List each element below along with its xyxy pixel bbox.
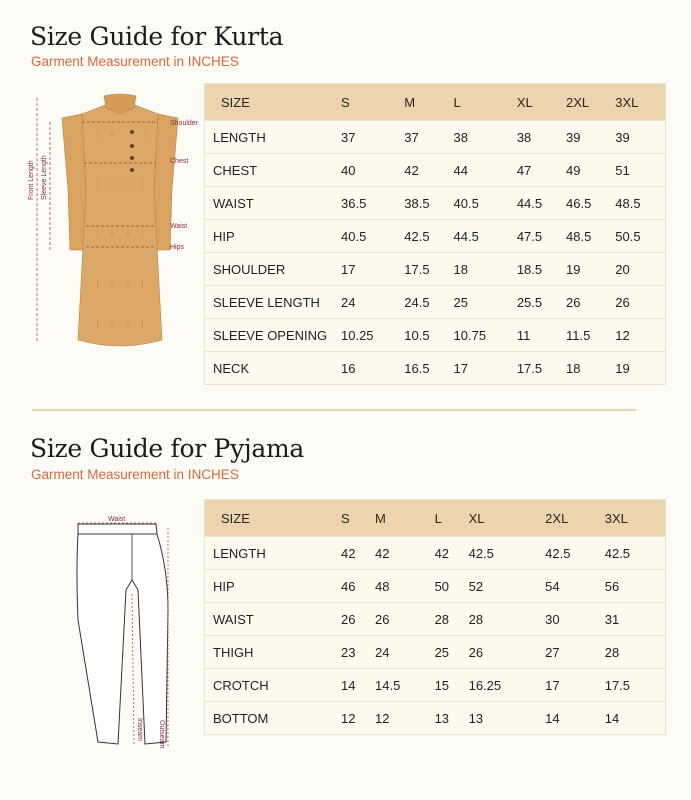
row-label: BOTTOM <box>205 702 342 735</box>
measurement-cell: 39 <box>615 121 665 154</box>
measurement-cell: 24.5 <box>404 286 453 319</box>
measurement-cell: 20 <box>615 253 665 286</box>
measurement-cell: 31 <box>605 603 666 636</box>
kurta-illustration <box>20 90 205 352</box>
row-label: WAIST <box>205 187 342 220</box>
measurement-cell: 44.5 <box>517 187 566 220</box>
measurement-cell: 48.5 <box>615 187 665 220</box>
measurement-cell: 13 <box>435 702 469 735</box>
waist-label: Waist <box>170 223 188 230</box>
measurement-cell: 19 <box>615 352 665 385</box>
measurement-cell: 28 <box>469 603 546 636</box>
measurement-cell: 54 <box>545 570 605 603</box>
table-row <box>205 253 666 286</box>
table-row <box>205 121 666 154</box>
measurement-cell: 51 <box>615 154 665 187</box>
table-row <box>205 702 666 735</box>
row-label: SLEEVE OPENING <box>205 319 342 352</box>
measurement-cell: 18.5 <box>517 253 566 286</box>
measurement-cell: 46.5 <box>566 187 615 220</box>
measurement-cell: 42 <box>375 537 435 570</box>
measurement-cell: 16 <box>341 352 404 385</box>
measurement-cell: 39 <box>566 121 615 154</box>
measurement-cell: 40.5 <box>341 220 404 253</box>
row-label: HIP <box>205 570 342 603</box>
measurement-cell: 42 <box>404 154 453 187</box>
header-size: SIZE <box>221 510 250 526</box>
measurement-cell: 42.5 <box>469 537 546 570</box>
measurement-cell: 42.5 <box>605 537 666 570</box>
measurement-cell: 44 <box>454 154 517 187</box>
measurement-cell: 38.5 <box>404 187 453 220</box>
measurement-cell: 50.5 <box>615 220 665 253</box>
measurement-cell: 16.5 <box>404 352 453 385</box>
outseam-label: Outseam <box>158 720 165 749</box>
measurement-cell: 18 <box>454 253 517 286</box>
row-label: LENGTH <box>205 537 342 570</box>
measurement-cell: 42.5 <box>545 537 605 570</box>
header-xl: XL <box>516 94 533 110</box>
row-label: SLEEVE LENGTH <box>205 286 342 319</box>
kurta-title: Size Guide for Kurta <box>30 22 284 51</box>
row-label: SHOULDER <box>205 253 342 286</box>
measurement-cell: 40 <box>341 154 404 187</box>
measurement-cell: 12 <box>375 702 435 735</box>
measurement-cell: 38 <box>517 121 566 154</box>
measurement-cell: 46 <box>341 570 375 603</box>
table-row <box>205 154 666 187</box>
pyjama-waist-label: Waist <box>108 516 126 523</box>
kurta-size-table <box>204 83 666 385</box>
table-row <box>205 286 666 319</box>
measurement-cell: 30 <box>545 603 605 636</box>
measurement-cell: 14.5 <box>375 669 435 702</box>
measurement-cell: 17.5 <box>517 352 566 385</box>
measurement-cell: 17.5 <box>605 669 666 702</box>
measurement-cell: 13 <box>469 702 546 735</box>
row-label: LENGTH <box>205 121 342 154</box>
hips-label: Hips <box>170 244 185 251</box>
measurement-cell: 26 <box>566 286 615 319</box>
header-m: M <box>375 510 386 526</box>
measurement-cell: 47 <box>517 154 566 187</box>
table-row <box>205 603 666 636</box>
header-s: S <box>341 94 350 110</box>
measurement-cell: 16.25 <box>469 669 546 702</box>
measurement-cell: 48.5 <box>566 220 615 253</box>
row-label: THIGH <box>205 636 342 669</box>
measurement-cell: 48 <box>375 570 435 603</box>
row-label: CROTCH <box>205 669 342 702</box>
table-row <box>205 319 666 352</box>
measurement-cell: 12 <box>615 319 665 352</box>
table-row <box>205 636 666 669</box>
measurement-cell: 18 <box>566 352 615 385</box>
measurement-cell: 11.5 <box>566 319 615 352</box>
measurement-cell: 24 <box>375 636 435 669</box>
row-label: CHEST <box>205 154 342 187</box>
measurement-cell: 23 <box>341 636 375 669</box>
measurement-cell: 36.5 <box>341 187 404 220</box>
row-label: WAIST <box>205 603 342 636</box>
measurement-cell: 28 <box>605 636 666 669</box>
header-3xl: 3XL <box>604 510 628 526</box>
measurement-cell: 37 <box>404 121 453 154</box>
table-row <box>205 669 666 702</box>
measurement-cell: 52 <box>469 570 546 603</box>
measurement-cell: 42 <box>435 537 469 570</box>
measurement-cell: 25.5 <box>517 286 566 319</box>
pyjama-subtitle: Garment Measurement in INCHES <box>31 467 239 482</box>
header-2xl: 2XL <box>545 510 569 526</box>
measurement-cell: 26 <box>469 636 546 669</box>
measurement-cell: 56 <box>605 570 666 603</box>
header-3xl: 3XL <box>615 94 639 110</box>
row-label: HIP <box>205 220 342 253</box>
measurement-cell: 10.25 <box>341 319 404 352</box>
measurement-cell: 44.5 <box>454 220 517 253</box>
measurement-cell: 42.5 <box>404 220 453 253</box>
inseam-label: Inseam <box>136 718 143 741</box>
measurement-cell: 14 <box>605 702 666 735</box>
measurement-cell: 17 <box>454 352 517 385</box>
kurta-subtitle: Garment Measurement in INCHES <box>31 54 239 69</box>
measurement-cell: 37 <box>341 121 404 154</box>
pyjama-title: Size Guide for Pyjama <box>30 434 304 463</box>
measurement-cell: 10.75 <box>454 319 517 352</box>
measurement-cell: 47.5 <box>517 220 566 253</box>
measurement-cell: 25 <box>454 286 517 319</box>
header-l: L <box>453 94 461 110</box>
measurement-cell: 26 <box>375 603 435 636</box>
header-xl: XL <box>468 510 485 526</box>
measurement-cell: 11 <box>517 319 566 352</box>
row-label: NECK <box>205 352 342 385</box>
measurement-cell: 50 <box>435 570 469 603</box>
measurement-cell: 25 <box>435 636 469 669</box>
table-header-row <box>205 84 666 121</box>
table-row <box>205 352 666 385</box>
header-size: SIZE <box>221 94 250 110</box>
pyjama-size-table <box>204 499 666 735</box>
measurement-cell: 14 <box>341 669 375 702</box>
measurement-cell: 49 <box>566 154 615 187</box>
measurement-cell: 40.5 <box>454 187 517 220</box>
measurement-cell: 19 <box>566 253 615 286</box>
measurement-cell: 17 <box>341 253 404 286</box>
header-l: L <box>434 510 442 526</box>
measurement-cell: 38 <box>454 121 517 154</box>
table-row <box>205 220 666 253</box>
sleeve-length-label: Sleeve Length <box>41 155 48 200</box>
header-s: S <box>341 510 350 526</box>
chest-label: Chest <box>170 158 189 165</box>
measurement-cell: 24 <box>341 286 404 319</box>
pyjama-illustration <box>60 510 170 755</box>
shoulder-label: Shoulder <box>170 120 199 127</box>
measurement-cell: 15 <box>435 669 469 702</box>
measurement-cell: 10.5 <box>404 319 453 352</box>
table-row <box>205 537 666 570</box>
measurement-cell: 14 <box>545 702 605 735</box>
table-header-row <box>205 500 666 537</box>
header-m: M <box>404 94 416 110</box>
header-2xl: 2XL <box>566 94 590 110</box>
measurement-cell: 42 <box>341 537 375 570</box>
front-length-label: Front Length <box>28 160 35 200</box>
measurement-cell: 26 <box>341 603 375 636</box>
measurement-cell: 17 <box>545 669 605 702</box>
measurement-cell: 28 <box>435 603 469 636</box>
table-row <box>205 570 666 603</box>
measurement-cell: 17.5 <box>404 253 453 286</box>
measurement-cell: 27 <box>545 636 605 669</box>
measurement-cell: 12 <box>341 702 375 735</box>
table-row <box>205 187 666 220</box>
measurement-cell: 26 <box>615 286 665 319</box>
section-divider <box>32 409 636 411</box>
